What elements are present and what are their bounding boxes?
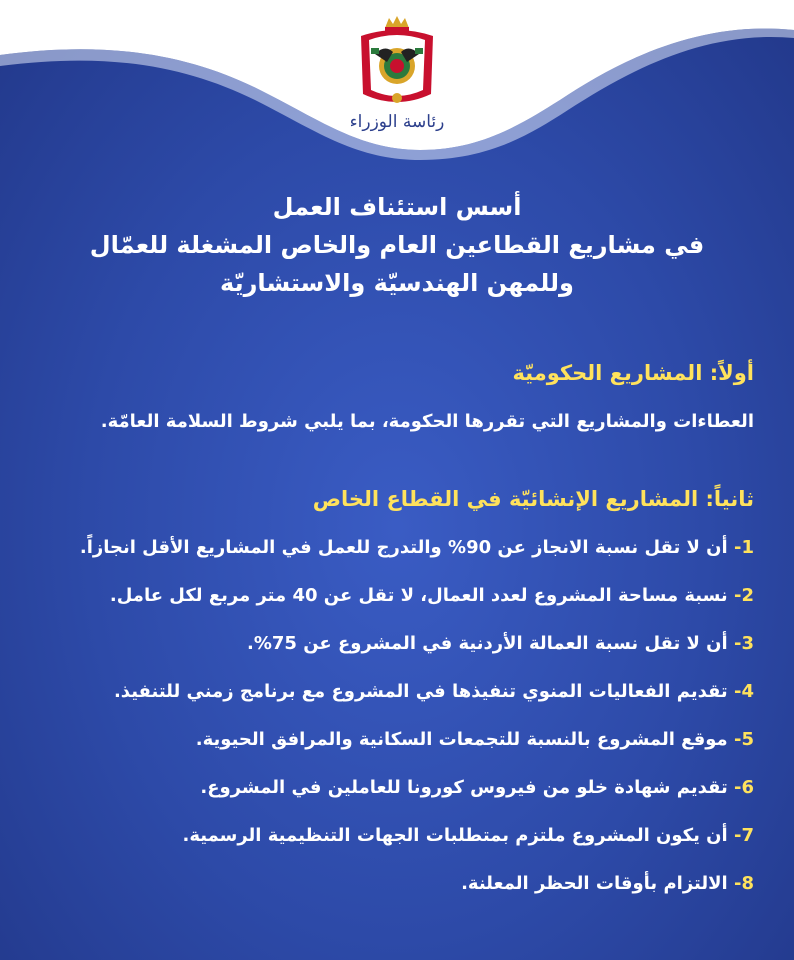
item-number: 2- (733, 585, 754, 606)
section-private-heading: ثانياً: المشاريع الإنشائيّة في القطاع الخاص (312, 487, 754, 511)
title-line-2: في مشاريع القطاعين العام والخاص المشغلة للعمّال (89, 231, 705, 259)
list-item (30, 678, 754, 706)
title-line-1: أسس استئناف العمل (272, 193, 522, 221)
item-number: 6- (733, 777, 754, 798)
item-number: 5- (733, 729, 754, 750)
item-text: أن يكون المشروع ملتزم بمتطلبات الجهات التنظيمية الرسمية. (182, 825, 728, 846)
requirements-list (30, 534, 754, 898)
section-government-heading: أولاً: المشاريع الحكوميّة (512, 361, 754, 385)
page-title (40, 188, 754, 302)
content (30, 358, 754, 918)
item-text: نسبة مساحة المشروع لعدد العمال، لا تقل عن 40 متر مربع لكل عامل. (109, 585, 728, 606)
item-number: 8- (733, 873, 754, 894)
list-item (30, 822, 754, 850)
item-text: تقديم شهادة خلو من فيروس كورونا للعاملين في المشروع. (200, 777, 728, 798)
list-item (30, 582, 754, 610)
item-text: موقع المشروع بالنسبة للتجمعات السكانية والمرافق الحيوية. (195, 729, 728, 750)
item-number: 1- (733, 537, 754, 558)
item-text: أن لا تقل نسبة العمالة الأردنية في المشروع عن 75%. (247, 633, 728, 654)
item-text: الالتزام بأوقات الحظر المعلنة. (461, 873, 728, 894)
item-text: تقديم الفعاليات المنوي تنفيذها في المشروع مع برنامج زمني للتنفيذ. (113, 681, 728, 702)
list-item (30, 534, 754, 562)
item-number: 3- (733, 633, 754, 654)
list-item (30, 774, 754, 802)
title-line-3: وللمهن الهندسيّة والاستشاريّة (220, 269, 574, 297)
section-government-text: العطاءات والمشاريع التي تقررها الحكومة، بما يلبي شروط السلامة العامّة. (100, 411, 754, 432)
item-text: أن لا تقل نسبة الانجاز عن 90% والتدرج للعمل في المشاريع الأقل انجازاً. (79, 537, 728, 558)
list-item (30, 870, 754, 898)
org-name: رئاسة الوزراء (349, 112, 445, 132)
item-number: 4- (733, 681, 754, 702)
list-item (30, 726, 754, 754)
list-item (30, 630, 754, 658)
item-number: 7- (733, 825, 754, 846)
